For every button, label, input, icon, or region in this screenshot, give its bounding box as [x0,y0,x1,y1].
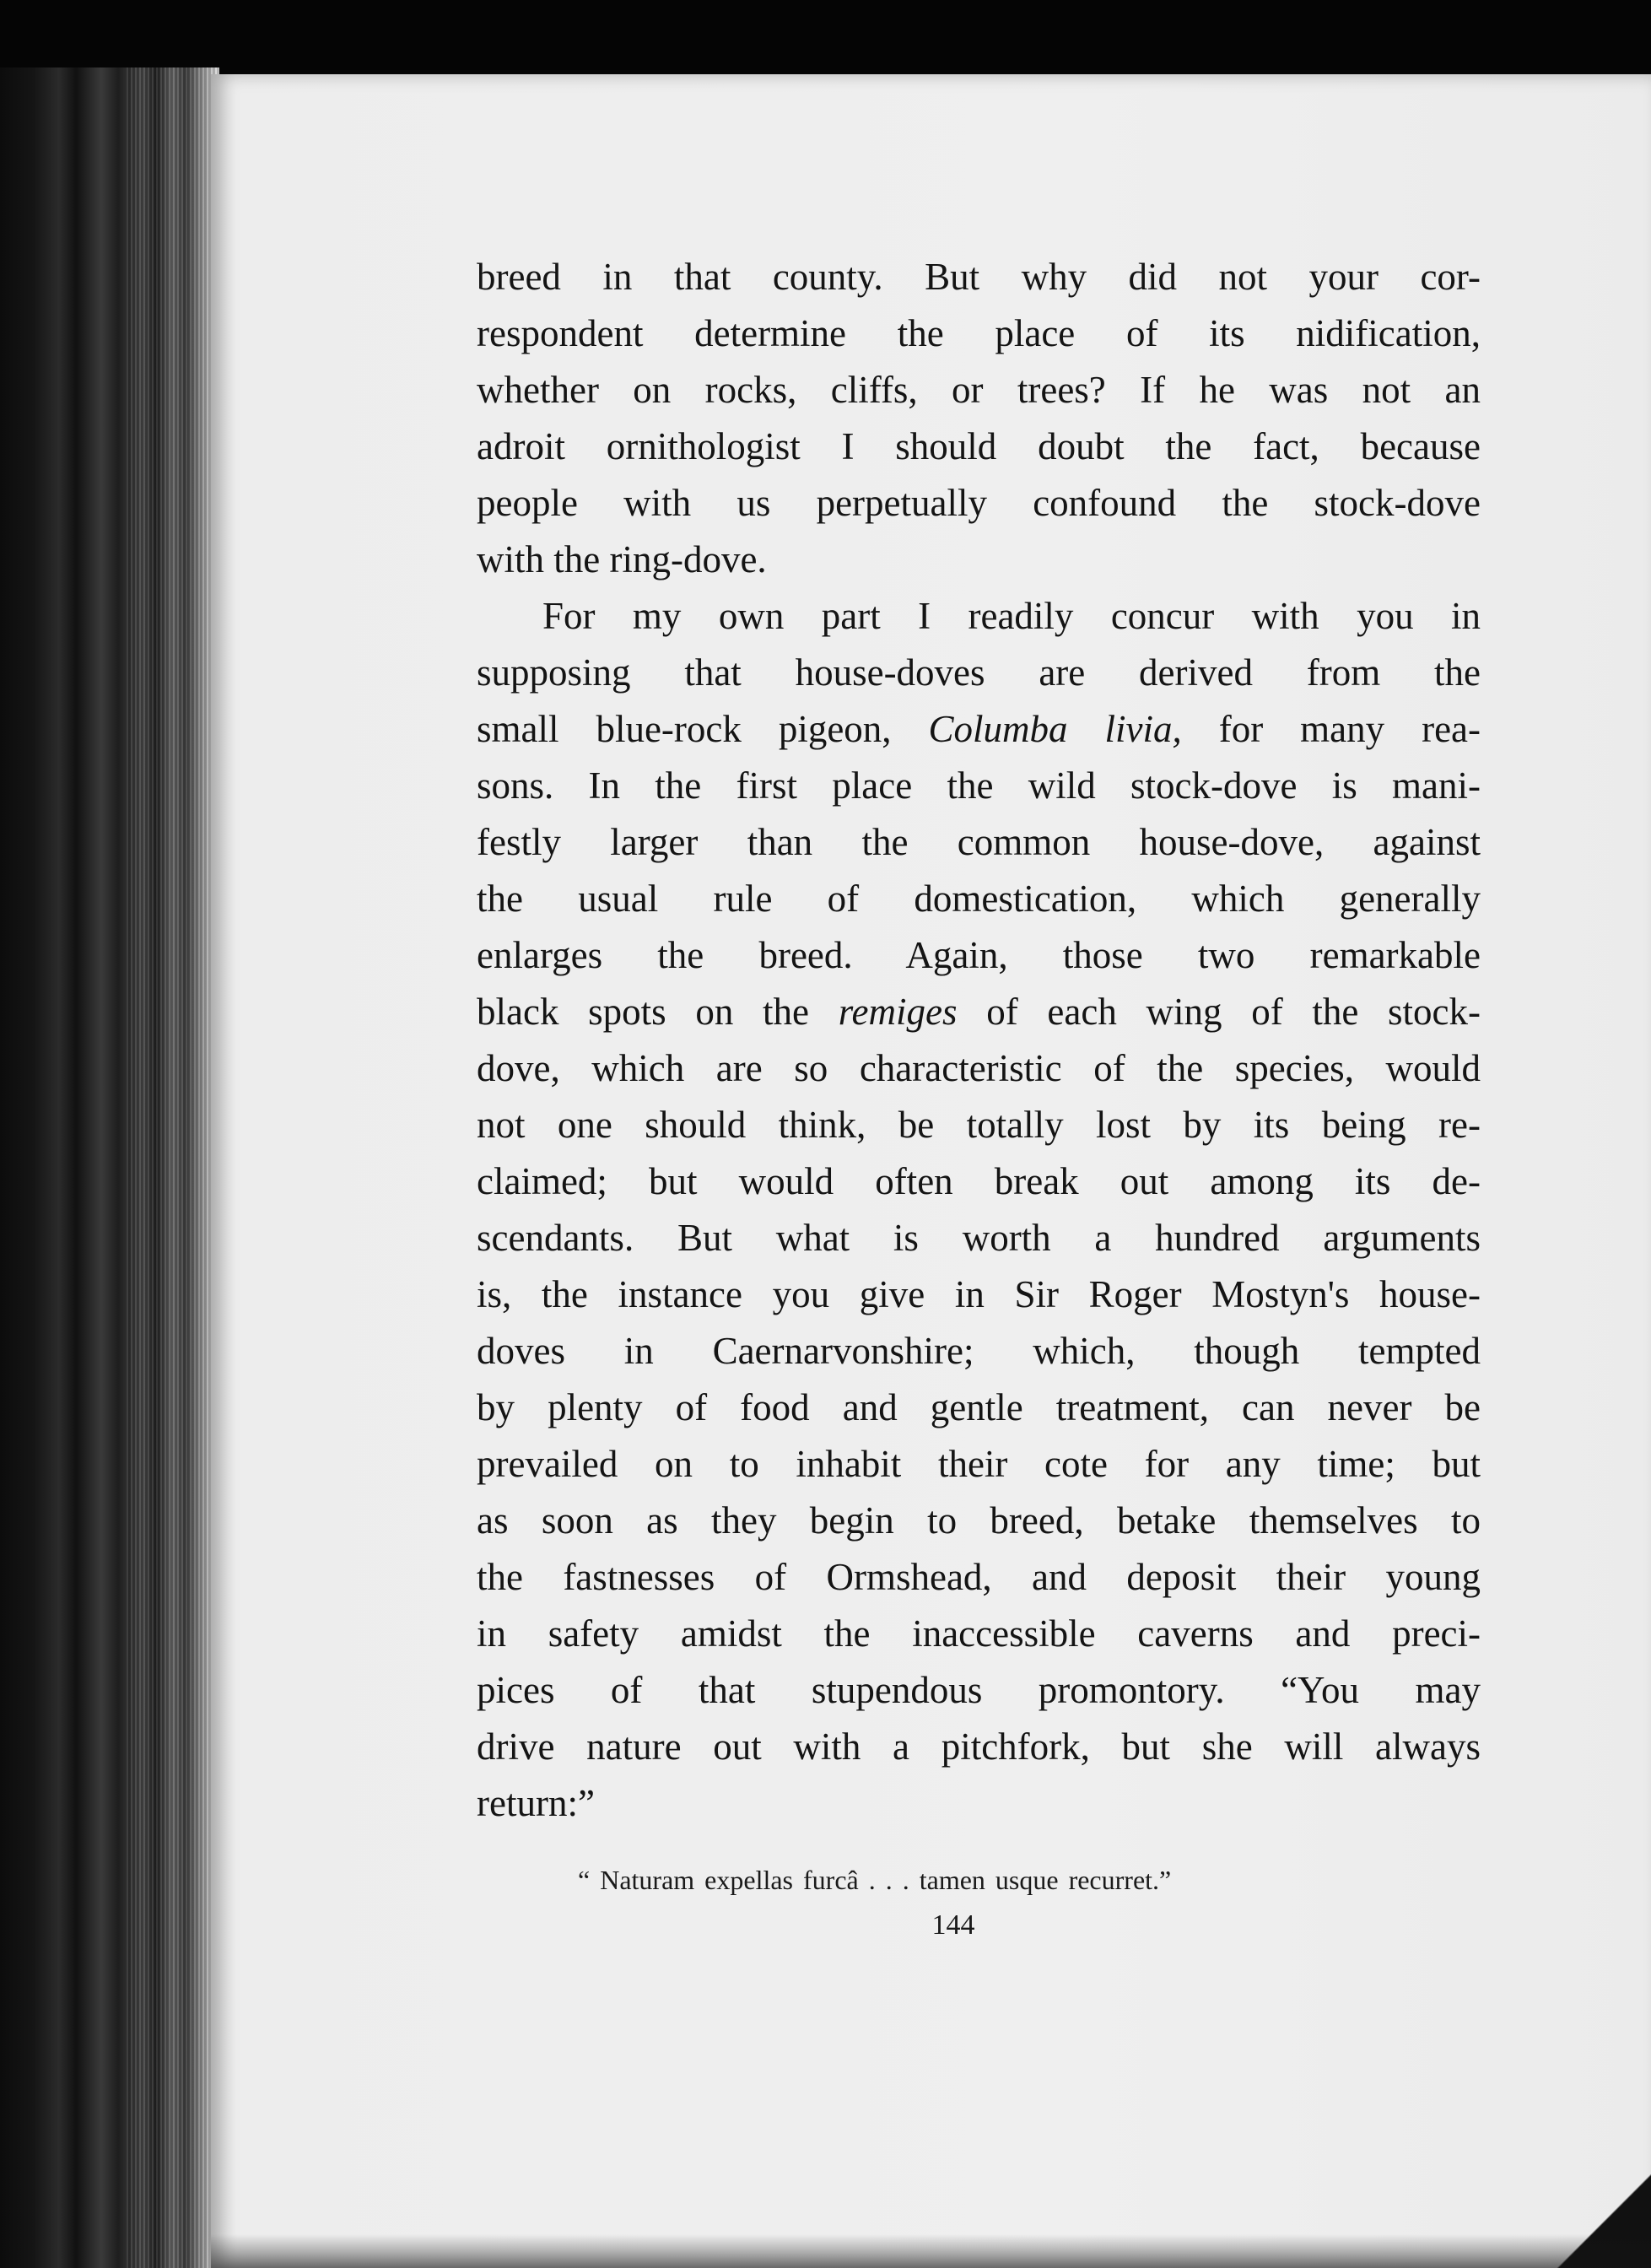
text-line: by plenty of food and gentle treatment, can never be [477,1386,1481,1428]
text-line: drive nature out with a pitchfork, but she will always [477,1725,1481,1768]
text-line: claimed; but would often break out among its de- [477,1160,1481,1202]
text-line: the fastnesses of Ormshead, and deposit their young [477,1556,1481,1598]
footnote: “ Naturam expellas furcâ . . . tamen usque recurret.” [578,1865,1172,1895]
text-line: the usual rule of domestication, which generally [477,878,1481,920]
text-line: supposing that house-doves are derived from the [477,651,1481,694]
text-line: with the ring-dove. [477,538,767,580]
text-line: as soon as they begin to breed, betake themselves to [477,1499,1481,1542]
text-line: is, the instance you give in Sir Roger Mostyn's house- [477,1273,1481,1315]
text-line: respondent determine the place of its nidification, [477,312,1481,354]
text-line: scendants. But what is worth a hundred arguments [477,1217,1481,1259]
text-line: not one should think, be totally lost by its being re- [477,1104,1481,1146]
text-line: For my own part I readily concur with you in [542,595,1481,637]
text-line: people with us perpetually confound the stock-dove [477,482,1481,524]
text-line: whether on rocks, cliffs, or trees? If he was not an [477,369,1481,411]
page-number: 144 [931,1909,975,1941]
text-fragment: small blue-rock pigeon, [477,708,929,750]
text-line: enlarges the breed. Again, those two remarkable [477,934,1481,976]
page-edges-texture [127,68,219,2268]
text-fragment: black spots on the [477,991,839,1033]
text-line: adroit ornithologist I should doubt the fact, because [477,425,1481,467]
text-line: return:” [477,1782,595,1824]
text-line: breed in that county. But why did not your cor- [477,256,1481,298]
text-line: pices of that stupendous promontory. “You may [477,1669,1481,1711]
text-line: sons. In the first place the wild stock-dove is mani- [477,764,1481,807]
text-fragment: of each wing of the stock- [957,991,1481,1033]
text-line: doves in Caernarvonshire; which, though tempted [477,1330,1481,1372]
text-fragment: for many rea- [1181,708,1481,750]
scan-bottom-shadow [211,2234,1651,2268]
text-line: prevailed on to inhabit their cote for any time; but [477,1443,1481,1485]
scan-top-border [0,0,1651,78]
text-line-with-italic [477,701,1481,758]
italic-species-name: Columba livia, [928,708,1182,750]
body-text [477,249,1481,1832]
italic-term: remiges [838,991,958,1033]
text-line: in safety amidst the inaccessible caverns and preci- [477,1612,1481,1655]
text-line-with-italic [477,984,1481,1040]
text-line: festly larger than the common house-dove, against [477,821,1481,863]
text-line: dove, which are so characteristic of the species, would [477,1047,1481,1089]
